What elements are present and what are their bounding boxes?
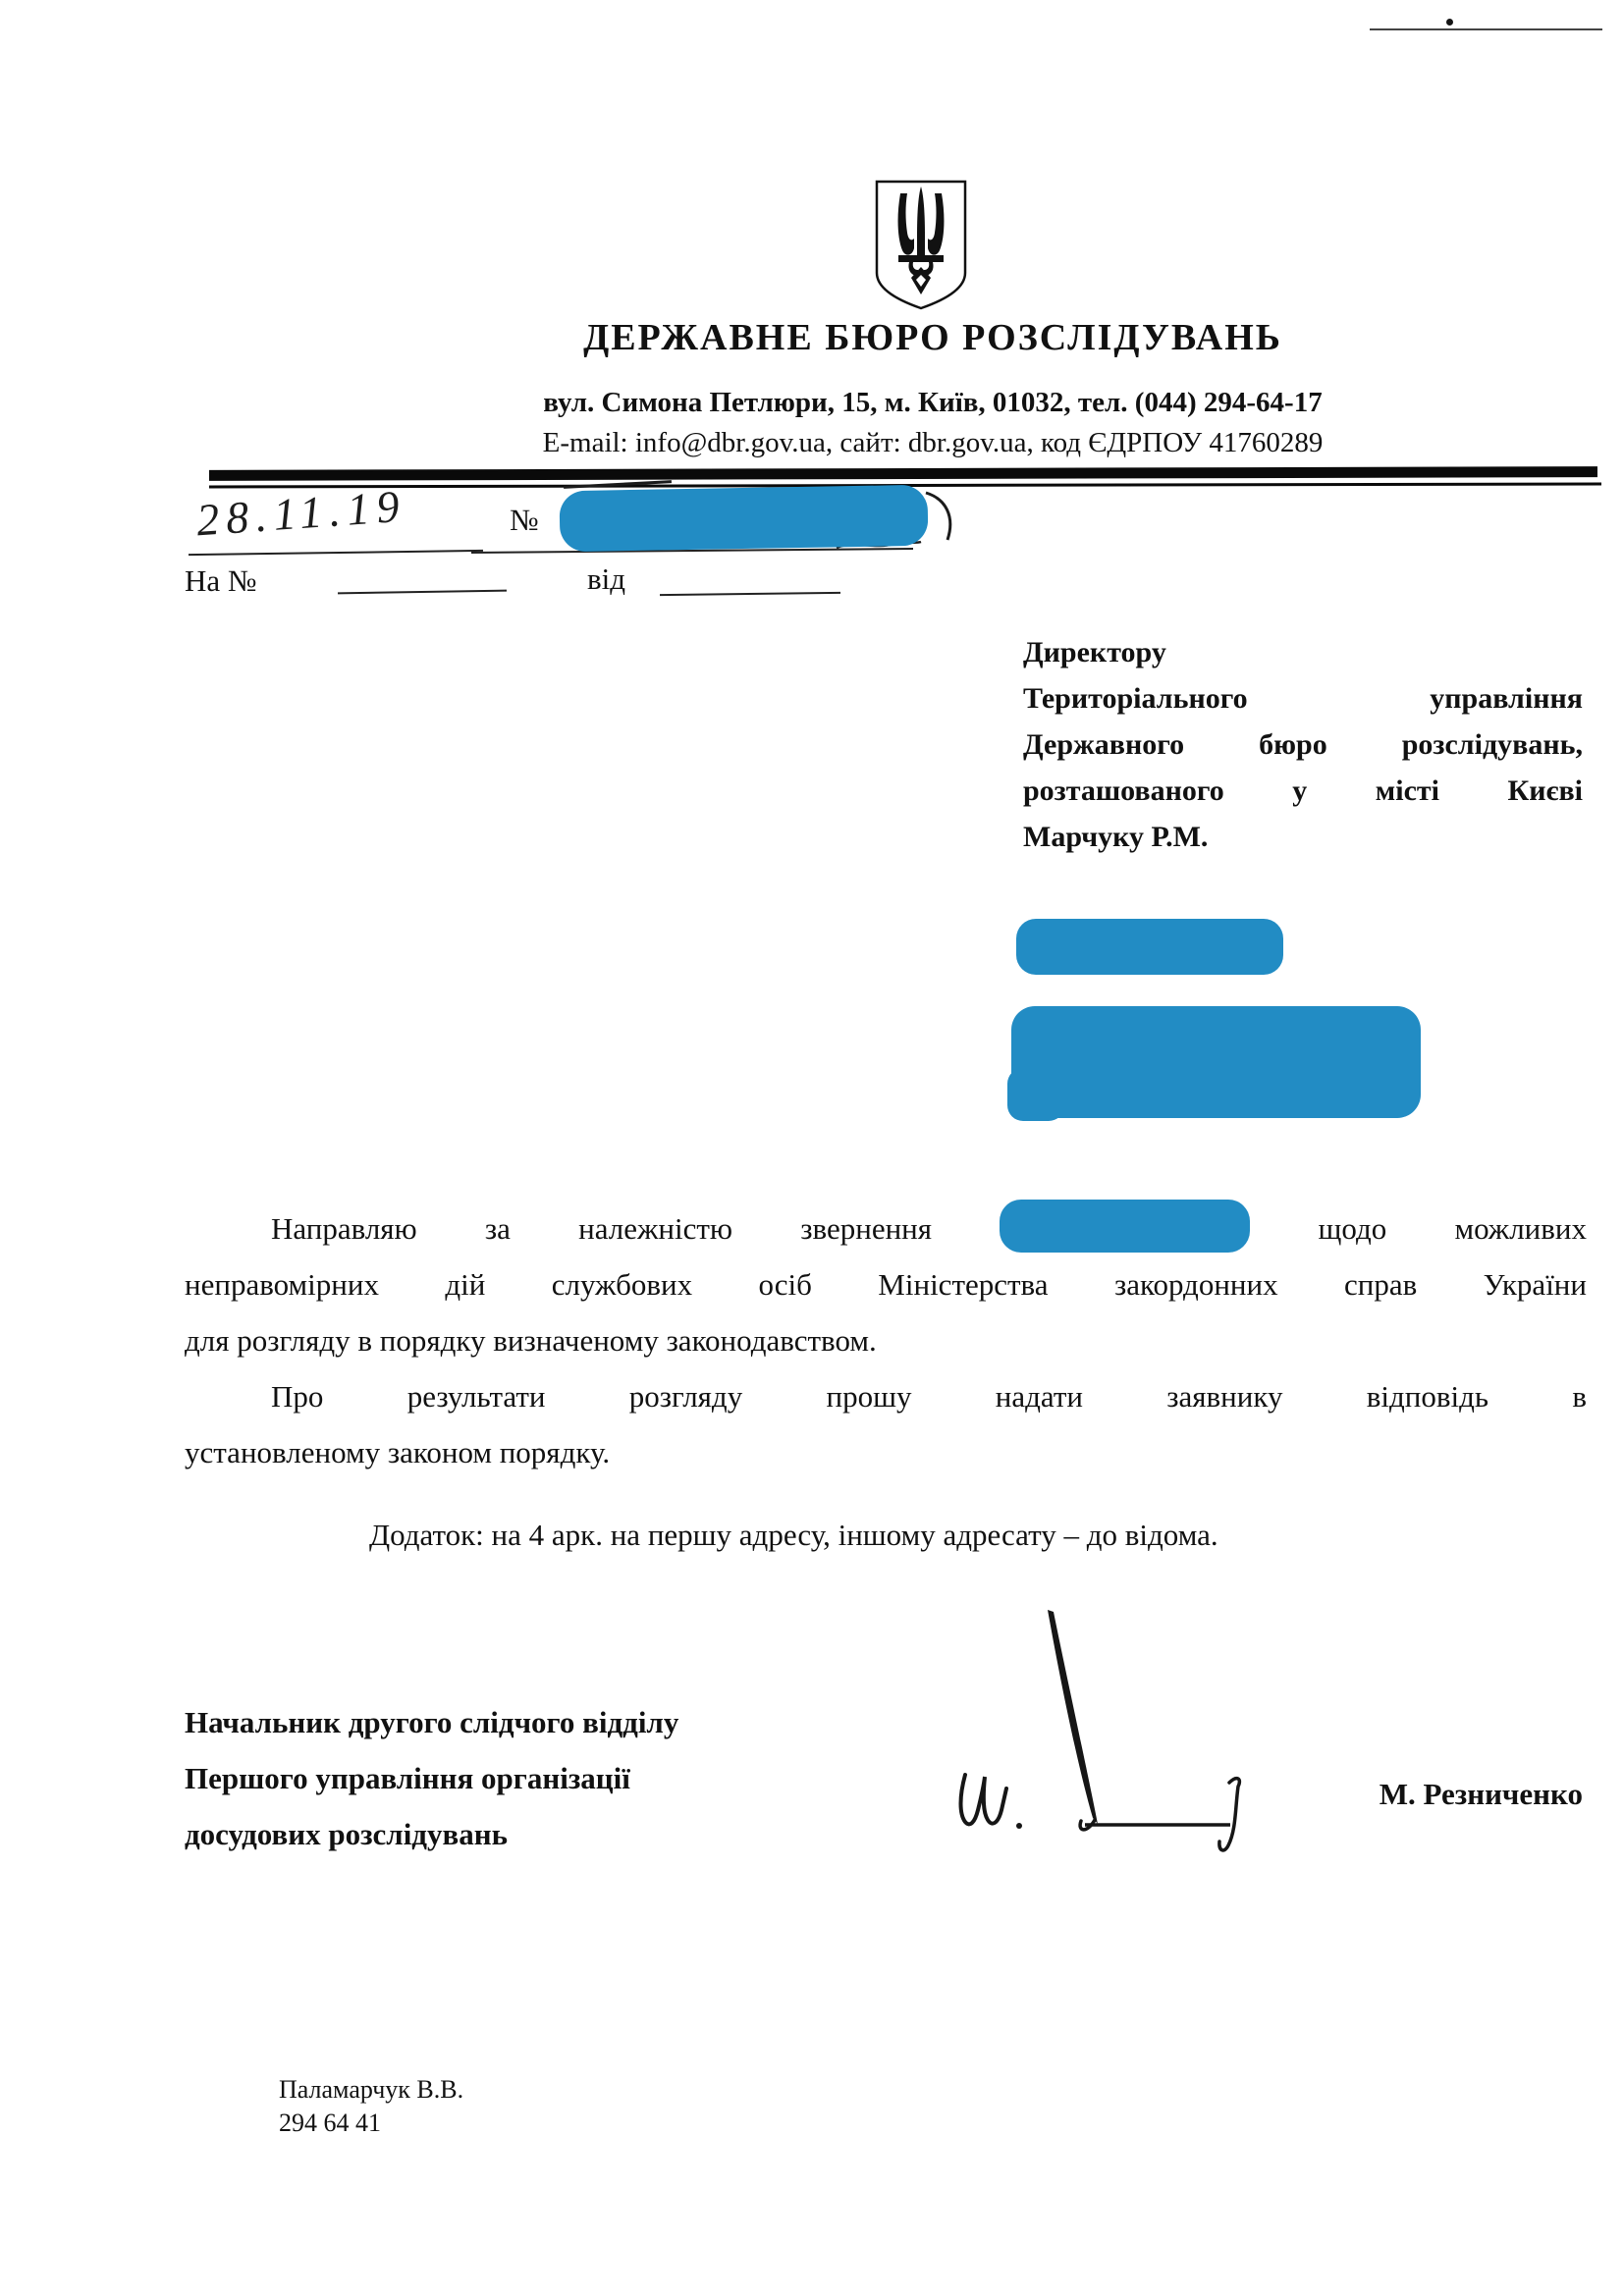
reply-date-underline <box>660 592 840 596</box>
reply-number-underline <box>338 590 507 595</box>
signer-position-line: досудових розслідувань <box>185 1817 508 1851</box>
body-line <box>185 1200 1587 1256</box>
redaction-doc-number <box>559 485 928 553</box>
body-text-before-redaction: Направляю за належністю звернення <box>271 1211 933 1246</box>
body-text-after-redaction: щодо можливих <box>1318 1211 1587 1246</box>
org-address: вул. Симона Петлюри, 15, м. Київ, 01032, тел. (044) 294-64-17 <box>543 387 1323 418</box>
addressee-line: розташованого у місті Києві <box>1023 774 1583 807</box>
redaction-block-1 <box>1016 919 1283 975</box>
body-line: для розгляду в порядку визначеному законодавством. <box>185 1323 877 1358</box>
body-line: неправомірних дій службових осіб Міністерства закордонних справ України <box>185 1267 1587 1302</box>
body-line: Про результати розгляду прошу надати заявнику відповідь в <box>271 1379 1587 1414</box>
signer-position-line: Начальник другого слідчого відділу <box>185 1705 679 1739</box>
scan-artifact-dot <box>1446 19 1453 26</box>
body-line: установленому законом порядку. <box>185 1435 611 1469</box>
org-contact: E-mail: info@dbr.gov.ua, сайт: dbr.gov.ua, код ЄДРПОУ 41760289 <box>542 427 1324 458</box>
signer-position-line: Першого управління організації <box>185 1761 630 1795</box>
doc-number-label: № <box>510 503 539 537</box>
redaction-inline <box>1000 1200 1250 1253</box>
ukraine-trident-emblem-icon <box>872 177 970 319</box>
signer-position-block <box>185 1694 813 1862</box>
redaction-block-2-bump <box>1007 1068 1064 1121</box>
letter-body <box>185 1200 1587 1480</box>
scan-artifact-line <box>1370 28 1602 30</box>
attachment-text: Додаток: на 4 арк. на першу адресу, іншому адресату – до відома. <box>369 1518 1218 1552</box>
addressee-line: Марчуку Р.М. <box>1023 821 1209 853</box>
addressee-line: Територіального управління <box>1023 682 1583 715</box>
handwritten-date: 28.11.19 <box>194 480 408 546</box>
executor-name: Паламарчук В.В. <box>279 2075 464 2104</box>
executor-block <box>279 2073 463 2140</box>
handwritten-signature <box>938 1582 1301 1862</box>
header-rule-thick <box>209 466 1597 481</box>
signer-name: М. Резниченко <box>1379 1777 1583 1811</box>
reply-date-label: від <box>587 561 626 596</box>
redaction-block-2 <box>1011 1006 1421 1118</box>
addressee-block <box>1023 629 1583 860</box>
pen-stroke-tail <box>918 489 987 546</box>
date-underline <box>189 550 483 556</box>
executor-phone: 294 64 41 <box>279 2109 381 2137</box>
attachment-note <box>185 1518 1587 1553</box>
addressee-line: Директору <box>1023 636 1166 668</box>
org-name: ДЕРЖАВНЕ БЮРО РОЗСЛІДУВАНЬ <box>583 317 1282 358</box>
reply-number-label: На № <box>185 563 257 598</box>
addressee-line: Державного бюро розслідувань, <box>1023 728 1583 761</box>
